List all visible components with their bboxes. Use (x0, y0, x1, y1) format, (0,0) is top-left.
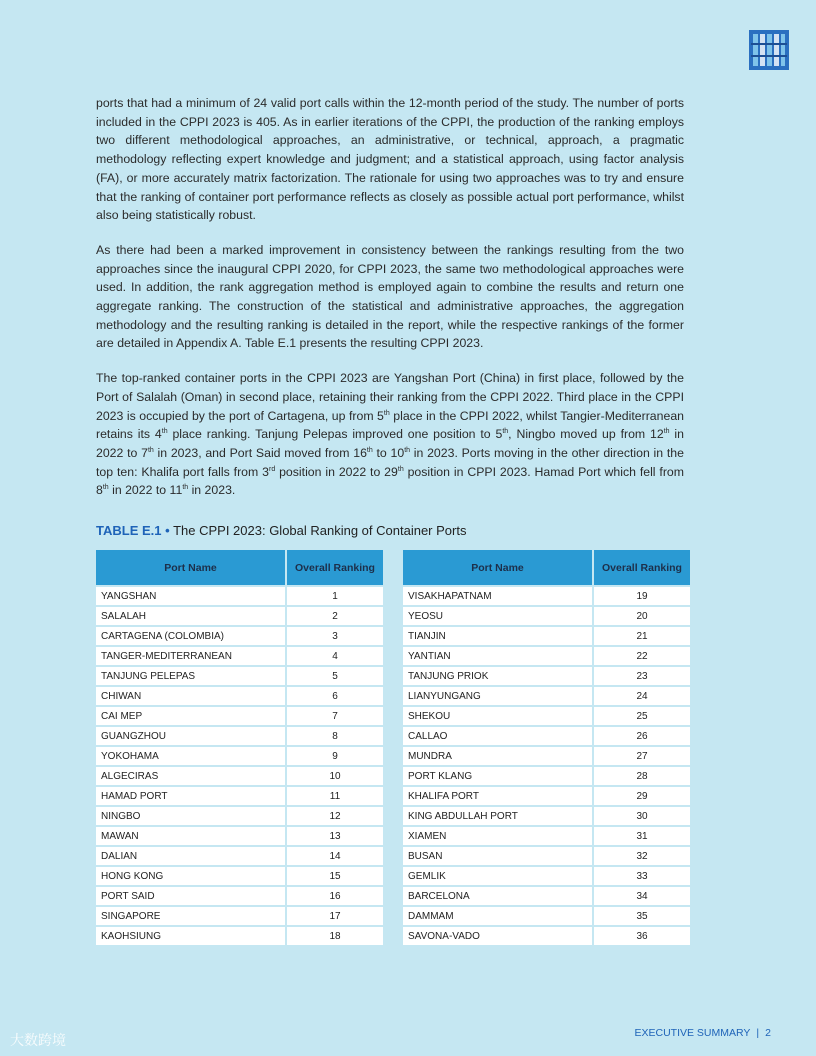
ranking-cell: 35 (593, 906, 690, 926)
table-row (96, 626, 383, 646)
port-name-cell: HONG KONG (96, 866, 286, 886)
ranking-cell: 22 (593, 646, 690, 666)
port-name-cell: HAMAD PORT (96, 786, 286, 806)
ranking-cell: 6 (286, 686, 383, 706)
port-name-cell: KAOHSIUNG (96, 926, 286, 945)
footer-separator: | (756, 1027, 760, 1039)
watermark: 大数跨境 (10, 1033, 66, 1049)
table-row (403, 826, 690, 846)
port-name-cell: YOKOHAMA (96, 746, 286, 766)
port-name-cell: YANTIAN (403, 646, 593, 666)
table-row (403, 746, 690, 766)
ranking-table-left (96, 550, 383, 945)
port-name-cell: SALALAH (96, 606, 286, 626)
ranking-cell: 30 (593, 806, 690, 826)
port-name-cell: SAVONA-VADO (403, 926, 593, 945)
port-name-cell: LIANYUNGANG (403, 686, 593, 706)
table-row (403, 606, 690, 626)
ranking-cell: 14 (286, 846, 383, 866)
port-name-cell: CAI MEP (96, 706, 286, 726)
table-row (96, 666, 383, 686)
port-name-cell: DALIAN (96, 846, 286, 866)
table-row (96, 766, 383, 786)
ranking-cell: 5 (286, 666, 383, 686)
table-row (403, 786, 690, 806)
table-row (403, 806, 690, 826)
table-title (96, 523, 466, 538)
port-name-cell: CALLAO (403, 726, 593, 746)
port-name-cell: XIAMEN (403, 826, 593, 846)
port-name-cell: KHALIFA PORT (403, 786, 593, 806)
ranking-cell: 15 (286, 866, 383, 886)
port-name-cell: TANJUNG PRIOK (403, 666, 593, 686)
table-row (403, 846, 690, 866)
table-row (403, 626, 690, 646)
port-name-cell: YEOSU (403, 606, 593, 626)
column-header-port-name: Port Name (403, 550, 593, 586)
paragraph-1: ports that had a minimum of 24 valid port calls within the 12-month period of the study. The number of ports included in the CPPI 2023 is 405. As in earlier iterations of the CPPI, the production of the ranking employs two different methodological approaches, an administrative, or technical, approach, a pragmatic methodology reflecting expert knowledge and judgment; and a statistical approach, using factor analysis (FA), or more accurately matrix factorization. The rationale for using two approaches was to try and ensure that the ranking of container port performance reflects as closely as possible actual port performance, whilst also being statistically robust. (96, 96, 684, 223)
table-row (96, 866, 383, 886)
port-name-cell: ALGECIRAS (96, 766, 286, 786)
column-header-port-name: Port Name (96, 550, 286, 586)
port-name-cell: CARTAGENA (COLOMBIA) (96, 626, 286, 646)
table-row (96, 806, 383, 826)
table-row (96, 846, 383, 866)
table-caption: The CPPI 2023: Global Ranking of Container Ports (173, 523, 467, 538)
port-name-cell: BARCELONA (403, 886, 593, 906)
table-row (403, 666, 690, 686)
port-name-cell: TANGER-MEDITERRANEAN (96, 646, 286, 666)
table-row (96, 706, 383, 726)
ranking-cell: 12 (286, 806, 383, 826)
body-text (96, 94, 684, 516)
ranking-cell: 34 (593, 886, 690, 906)
ranking-cell: 13 (286, 826, 383, 846)
port-name-cell: CHIWAN (96, 686, 286, 706)
port-name-cell: GUANGZHOU (96, 726, 286, 746)
port-name-cell: MUNDRA (403, 746, 593, 766)
table-row (403, 926, 690, 945)
port-name-cell: DAMMAM (403, 906, 593, 926)
table-row (96, 786, 383, 806)
ranking-cell: 3 (286, 626, 383, 646)
port-name-cell: GEMLIK (403, 866, 593, 886)
ranking-cell: 10 (286, 766, 383, 786)
table-row (96, 606, 383, 626)
ranking-cell: 29 (593, 786, 690, 806)
ranking-cell: 9 (286, 746, 383, 766)
table-label: TABLE E.1 (96, 523, 162, 538)
port-name-cell: SHEKOU (403, 706, 593, 726)
ranking-cell: 16 (286, 886, 383, 906)
ranking-cell: 31 (593, 826, 690, 846)
table-row (96, 646, 383, 666)
table-row (403, 866, 690, 886)
table-row (403, 906, 690, 926)
table-row (403, 706, 690, 726)
table-row (96, 906, 383, 926)
ranking-cell: 20 (593, 606, 690, 626)
footer-section-title: EXECUTIVE SUMMARY (634, 1027, 751, 1039)
table-row (96, 586, 383, 606)
ranking-cell: 27 (593, 746, 690, 766)
ranking-cell: 24 (593, 686, 690, 706)
port-name-cell: BUSAN (403, 846, 593, 866)
table-row (403, 686, 690, 706)
ranking-cell: 7 (286, 706, 383, 726)
port-name-cell: VISAKHAPATNAM (403, 586, 593, 606)
ranking-cell: 11 (286, 786, 383, 806)
ranking-cell: 4 (286, 646, 383, 666)
port-name-cell: NINGBO (96, 806, 286, 826)
port-name-cell: YANGSHAN (96, 586, 286, 606)
port-name-cell: PORT KLANG (403, 766, 593, 786)
ranking-cell: 26 (593, 726, 690, 746)
ranking-cell: 2 (286, 606, 383, 626)
table-row (403, 726, 690, 746)
ranking-cell: 19 (593, 586, 690, 606)
table-row (96, 826, 383, 846)
table-row (96, 686, 383, 706)
page-number: 2 (765, 1027, 771, 1039)
ranking-cell: 1 (286, 586, 383, 606)
column-header-overall-ranking: Overall Ranking (286, 550, 383, 586)
port-name-cell: KING ABDULLAH PORT (403, 806, 593, 826)
report-logo-icon (749, 30, 789, 70)
ranking-cell: 18 (286, 926, 383, 945)
port-name-cell: TIANJIN (403, 626, 593, 646)
table-row (96, 926, 383, 945)
ranking-cell: 21 (593, 626, 690, 646)
ranking-cell: 33 (593, 866, 690, 886)
page-footer (635, 1027, 772, 1039)
ranking-cell: 28 (593, 766, 690, 786)
port-name-cell: PORT SAID (96, 886, 286, 906)
paragraph-2: As there had been a marked improvement in consistency between the rankings resulting from the two approaches since the inaugural CPPI 2020, for CPPI 2023, the same two methodological approaches were used. In addition, the rank aggregation method is employed again to combine the results and return one aggregate ranking. The construction of the statistical and administrative approaches, the aggregation methodology and the resulting ranking is detailed in the report, while the respective rankings of the former are detailed in Appendix A. Table E.1 presents the resulting CPPI 2023. (96, 242, 684, 351)
table-row (403, 766, 690, 786)
port-name-cell: MAWAN (96, 826, 286, 846)
column-header-overall-ranking: Overall Ranking (593, 550, 690, 586)
ranking-table-right (403, 550, 690, 945)
table-row (96, 726, 383, 746)
port-name-cell: SINGAPORE (96, 906, 286, 926)
ranking-cell: 25 (593, 706, 690, 726)
paragraph-3: The top-ranked container ports in the CPPI 2023 are Yangshan Port (China) in first place, followed by the Port of Salalah (Oman) in second place, retaining their ranking from the CPPI 2022. Third place in the CPPI 2023 is occupied by the port of Cartagena, up from 5th place in the CPPI 2022, whilst Tangier-Mediterranean retains its 4th place ranking. Tanjung Pelepas improved one position to 5th, Ningbo moved up from 12th in 2022 to 7th in 2023, and Port Said moved from 16th to 10th in 2023. Ports moving in the other direction in the top ten: Khalifa port falls from 3rd position in 2022 to 29th position in CPPI 2023. Hamad Port which fell from 8th in 2022 to 11th in 2023. (96, 371, 685, 498)
ranking-cell: 32 (593, 846, 690, 866)
ranking-cell: 17 (286, 906, 383, 926)
table-bullet: • (165, 523, 170, 538)
ranking-cell: 8 (286, 726, 383, 746)
ranking-cell: 36 (593, 926, 690, 945)
table-row (96, 886, 383, 906)
table-row (403, 586, 690, 606)
table-row (403, 886, 690, 906)
port-name-cell: TANJUNG PELEPAS (96, 666, 286, 686)
ranking-cell: 23 (593, 666, 690, 686)
table-row (96, 746, 383, 766)
table-row (403, 646, 690, 666)
